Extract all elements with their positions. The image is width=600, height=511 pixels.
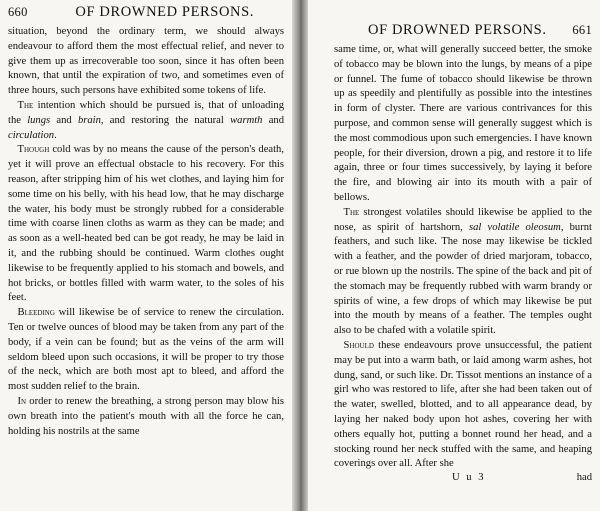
paragraph xyxy=(334,43,592,206)
paragraph xyxy=(8,25,284,99)
right-page xyxy=(308,0,600,511)
text-run: brain xyxy=(77,114,101,126)
page-number-right: 661 xyxy=(572,23,592,37)
page-number-left: 660 xyxy=(8,5,28,19)
text-run: intention which should be pursued is, that of unloading the xyxy=(8,99,284,126)
signature-mark: U u 3 xyxy=(452,472,486,484)
left-page xyxy=(0,0,292,511)
page-footer xyxy=(334,472,592,483)
text-run: situation, beyond the ordinary term, we should always endeavour to afford them the most effectual relief, and never to give them up as irrecoverable too soon, since it has often been known, that until the expiration of two, and sometimes even of three hours, such persons have exhibited some tokens of life. xyxy=(8,26,284,97)
text-run: The xyxy=(17,99,34,111)
text-run: circulation xyxy=(8,129,55,141)
catchword: had xyxy=(576,472,592,484)
paragraph xyxy=(8,143,284,306)
paragraph xyxy=(8,99,284,143)
paragraph xyxy=(8,306,284,395)
text-run: same time, or, what will generally succeed better, the smoke of tobacco may be blown into the lungs, by means of a pipe or funnel. The fume of tobacco should likewise be thrown up as speedily and plentifully as possible into the intestines in form of clyster. There are various contrivances for this purpose, and common sense will generally suggest which is the most commodious upon such emergencies. I have known people, for their diversion, drown a pig, and restore it to life again, three or four times successively, by laying it before the fire, and blowing air into its mouth with a pair of bellows. xyxy=(334,44,592,203)
text-run: will likewise be of service to renew the circulation. Ten or twelve ounces of blood may be taken from any part of the body, if a vein can be found; but as the veins of the arm will seldom bleed upon such occasions, it will be proper to try those of the neck, which are both most apt to bleed, and afford the most sudden relief to the brain. xyxy=(8,307,284,393)
text-run: and xyxy=(50,114,78,126)
text-run: lungs xyxy=(27,114,51,126)
text-run: , and restoring the natural xyxy=(100,114,231,126)
text-run: Though xyxy=(17,144,50,156)
paragraph xyxy=(334,206,592,339)
running-title-left: OF DROWNED PERSONS. xyxy=(75,4,254,20)
text-run: The xyxy=(343,206,360,218)
running-head-right xyxy=(334,22,592,39)
text-run: warmth xyxy=(230,114,263,126)
running-title-right: OF DROWNED PERSONS. xyxy=(368,22,547,38)
book-gutter xyxy=(292,0,308,511)
text-run: In xyxy=(17,395,27,407)
text-run: , burnt feathers, and such like. The nose may likewise be tickled with a feather, and the powder of dried marjoram, tobacco, or rue blown up the nostrils. The spine of the back and pit of the stomach may be frequently rubbed with warm brandy or spirits of wine, a few drops of which may likewise be put into the mouth by means of a feather. The temples ought also to be chafed with a volatile spirit. xyxy=(334,221,592,337)
text-run: and xyxy=(262,114,285,126)
text-run: Should xyxy=(343,339,374,351)
text-run: sal volatile oleosum xyxy=(469,221,561,233)
left-body-text xyxy=(8,25,284,439)
text-run: strongest volatiles should likewise be applied to the nose, as spirit of hartshorn, xyxy=(334,206,592,233)
text-run: order to renew the breathing, a strong person may blow his own breath into the patient's mouth with all the force he can, holding his nostrils at the same xyxy=(8,395,284,437)
text-run: . xyxy=(54,129,57,141)
text-run: Bleeding xyxy=(17,307,55,319)
text-run: cold was by no means the cause of the person's death, yet it will prove an effectual obstacle to his recovery. For this reason, after stripping him of his wet clothes, and laying him for some time on his belly, with his head low, that he may discharge the water, his body must be strongly rubbed for a considerable time with coarse linen cloths as warm as they can be made; and as soon as a well-heated bed can be got ready, he may be laid in it, and the rubbing should be continued. Warm clothes ought likewise to be frequently applied to his stomach and bowels, and hot bricks, or bottles filled with warm water, to the soles of his feet. xyxy=(8,144,284,304)
paragraph xyxy=(8,395,284,439)
paragraph xyxy=(334,339,592,472)
text-run: these endeavours prove unsuccessful, the patient may be put into a warm bath, or laid among warm ashes, hot dung, sand, or such like. Dr. Tissot mentions an instance of a girl who was restored to life, after she had been taken out of the water, swelled, blotted, and to all appearance dead, by laying her naked body upon hot ashes, covering her with others equally hot, putting a bonnet round her head, and a stocking round her neck stuffed with the same, and heaping coverings over all. After she xyxy=(334,339,592,470)
running-head-left xyxy=(8,4,284,21)
right-body-text xyxy=(334,43,592,472)
